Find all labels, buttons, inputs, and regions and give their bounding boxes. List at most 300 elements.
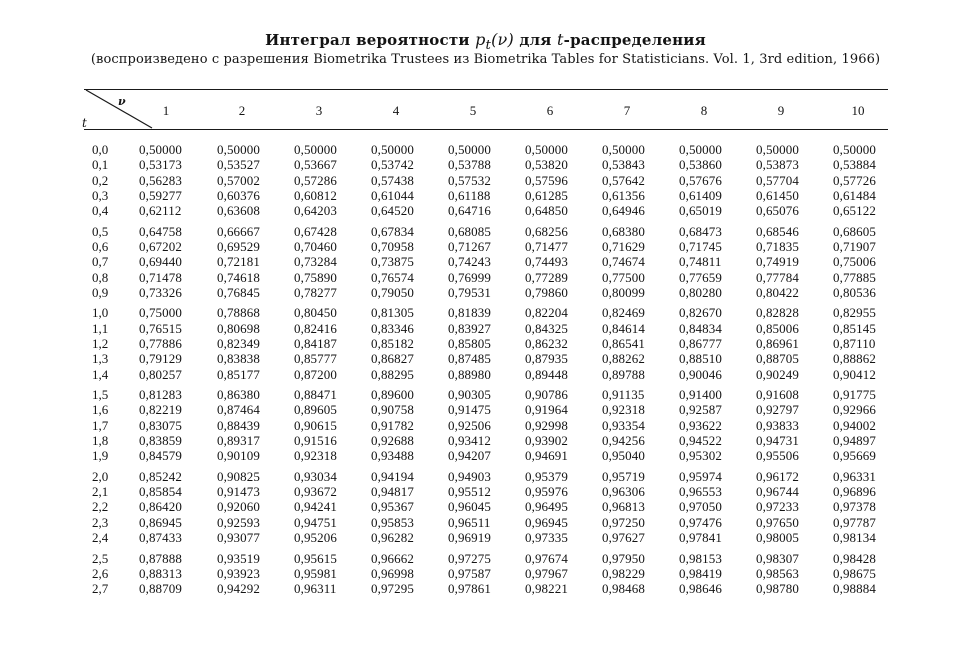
table-cell: 0,97476: [679, 514, 722, 530]
table-cell: 0,60376: [217, 187, 260, 203]
row-t-value: 1,5: [92, 387, 109, 403]
table-cell: 0,95976: [525, 484, 568, 500]
table-cell: 0,94522: [679, 433, 722, 448]
table-cell: 0,80280: [679, 284, 722, 300]
table-cell: 0,83927: [448, 320, 491, 336]
column-header: 7: [623, 103, 631, 118]
table-cell: 0,97861: [448, 581, 491, 597]
row-t-value: 0,9: [92, 284, 109, 300]
table-cell: 0,65076: [756, 203, 799, 219]
row-t-value: 0,0: [92, 142, 109, 157]
column-header: 4: [392, 103, 400, 118]
table-cell: 0,98134: [833, 530, 876, 545]
table-cell: 0,50000: [525, 142, 568, 157]
table-cell: 0,77885: [833, 269, 876, 285]
table-cell: 0,50000: [217, 142, 260, 157]
table-cell: 0,94731: [756, 433, 799, 448]
table-cell: 0,98419: [679, 565, 722, 581]
table-cell: 0,67202: [139, 239, 182, 254]
table-cell: 0,77289: [525, 269, 568, 285]
table-cell: 0,93833: [756, 417, 799, 433]
table-cell: 0,73284: [294, 254, 337, 270]
table-cell: 0,50000: [139, 142, 182, 157]
table-cell: 0,97787: [833, 514, 876, 530]
table-cell: 0,77500: [602, 269, 645, 285]
table-cell: 0,82416: [294, 320, 337, 336]
table-cell: 0,79860: [525, 284, 568, 300]
table-cell: 0,90786: [525, 387, 568, 403]
table-cell: 0,62112: [139, 203, 182, 219]
table-cell: 0,67428: [294, 223, 337, 239]
table-cell: 0,53820: [525, 157, 568, 173]
table-cell: 0,96919: [448, 530, 491, 545]
table-cell: 0,95853: [371, 514, 414, 530]
table-cell: 0,71478: [139, 269, 182, 285]
row-t-value: 1,7: [92, 417, 109, 433]
table-cell: 0,90249: [756, 366, 799, 382]
table-cell: 0,77659: [679, 269, 722, 285]
table-cell: 0,68380: [602, 223, 645, 239]
table-cell: 0,97627: [602, 530, 645, 545]
table-cell: 0,53884: [833, 157, 876, 173]
table-cell: 0,72181: [217, 254, 260, 270]
table-cell: 0,61409: [679, 187, 722, 203]
table-cell: 0,74493: [525, 254, 568, 270]
table-cell: 0,89448: [525, 366, 568, 382]
table-cell: 0,96331: [833, 468, 876, 484]
table-cell: 0,83838: [217, 351, 260, 367]
table-cell: 0,92506: [448, 417, 491, 433]
table-cell: 0,84579: [139, 448, 182, 464]
table-cell: 0,74618: [217, 269, 260, 285]
column-header: 10: [851, 103, 865, 118]
table-cell: 0,85854: [139, 484, 182, 500]
table-cell: 0,79129: [139, 351, 182, 367]
table-cell: 0,96511: [448, 514, 491, 530]
table-cell: 0,90109: [217, 448, 260, 464]
table-cell: 0,87935: [525, 351, 568, 367]
table-cell: 0,90825: [217, 468, 260, 484]
table-cell: 0,84614: [602, 320, 645, 336]
table-cell: 0,53667: [294, 157, 337, 173]
row-t-value: 1,0: [92, 305, 109, 321]
row-t-value: 2,3: [92, 514, 109, 530]
table-cell: 0,76999: [448, 269, 491, 285]
table-cell: 0,94751: [294, 514, 337, 530]
row-t-value: 1,1: [92, 320, 109, 336]
table-cell: 0,68473: [679, 223, 722, 239]
table-cell: 0,88471: [294, 387, 337, 403]
corner-row-label: t: [82, 116, 87, 130]
table-cell: 0,82955: [833, 305, 876, 321]
table-cell: 0,74919: [756, 254, 799, 270]
table-cell: 0,88709: [139, 581, 182, 597]
table-cell: 0,50000: [679, 142, 722, 157]
table-cell: 0,96662: [371, 550, 414, 566]
table-cell: 0,69440: [139, 254, 182, 270]
table-cell: 0,94691: [525, 448, 568, 464]
table-cell: 0,92318: [602, 402, 645, 418]
table-cell: 0,85777: [294, 351, 337, 367]
table-cell: 0,98005: [756, 530, 799, 545]
title-prefix: Интеграл вероятности: [265, 31, 476, 49]
table-cell: 0,57676: [679, 172, 722, 188]
table-cell: 0,93622: [679, 417, 722, 433]
table-cell: 0,96896: [833, 484, 876, 500]
table-cell: 0,95379: [525, 468, 568, 484]
table-cell: 0,91400: [679, 387, 722, 403]
table-cell: 0,88510: [679, 351, 722, 367]
table-cell: 0,97050: [679, 499, 722, 515]
table-cell: 0,95040: [602, 448, 645, 464]
table-cell: 0,83859: [139, 433, 182, 448]
table-cell: 0,74674: [602, 254, 645, 270]
table-cell: 0,92318: [294, 448, 337, 464]
table-cell: 0,70460: [294, 239, 337, 254]
table-cell: 0,89600: [371, 387, 414, 403]
table-cell: 0,93923: [217, 565, 260, 581]
table-cell: 0,82469: [602, 305, 645, 321]
title-math-t: t: [557, 30, 564, 49]
table-cell: 0,97967: [525, 565, 568, 581]
table-cell: 0,80536: [833, 284, 876, 300]
table-cell: 0,97275: [448, 550, 491, 566]
table-cell: 0,50000: [294, 142, 337, 157]
table-cell: 0,92593: [217, 514, 260, 530]
table-cell: 0,64716: [448, 203, 491, 219]
row-t-value: 0,6: [92, 239, 109, 254]
table-cell: 0,85145: [833, 320, 876, 336]
table-cell: 0,61450: [756, 187, 799, 203]
table-cell: 0,59277: [139, 187, 182, 203]
table-cell: 0,85177: [217, 366, 260, 382]
table-cell: 0,81283: [139, 387, 182, 403]
table-cell: 0,64758: [139, 223, 182, 239]
table-cell: 0,61044: [371, 187, 414, 203]
table-cell: 0,94903: [448, 468, 491, 484]
table-cell: 0,97841: [679, 530, 722, 545]
table-cell: 0,95206: [294, 530, 337, 545]
table-cell: 0,68085: [448, 223, 491, 239]
table-cell: 0,96744: [756, 484, 799, 500]
table-cell: 0,75006: [833, 254, 876, 270]
table-cell: 0,94292: [217, 581, 260, 597]
table-cell: 0,97587: [448, 565, 491, 581]
table-cell: 0,87200: [294, 366, 337, 382]
table-cell: 0,82670: [679, 305, 722, 321]
table-cell: 0,90046: [679, 366, 722, 382]
table-cell: 0,81839: [448, 305, 491, 321]
table-cell: 0,82204: [525, 305, 568, 321]
table-cell: 0,53173: [139, 157, 182, 173]
table-cell: 0,94194: [371, 468, 414, 484]
table-cell: 0,91964: [525, 402, 568, 418]
row-t-value: 2,1: [92, 484, 109, 500]
table-cell: 0,94207: [448, 448, 491, 464]
table-cell: 0,90615: [294, 417, 337, 433]
table-cell: 0,87110: [833, 336, 876, 351]
table-cell: 0,97378: [833, 499, 876, 515]
table-cell: 0,57726: [833, 172, 876, 188]
table-cell: 0,75000: [139, 305, 182, 321]
table-cell: 0,95615: [294, 550, 337, 566]
table-cell: 0,92966: [833, 402, 876, 418]
table-cell: 0,86232: [525, 336, 568, 351]
page-title: [0, 30, 971, 53]
table-top-rule: [84, 89, 888, 90]
table-cell: 0,86420: [139, 499, 182, 515]
table-cell: 0,67834: [371, 223, 414, 239]
table-cell: 0,91608: [756, 387, 799, 403]
table-cell: 0,96045: [448, 499, 491, 515]
table-cell: 0,57438: [371, 172, 414, 188]
table-cell: 0,68605: [833, 223, 876, 239]
table-cell: 0,98307: [756, 550, 799, 566]
table-cell: 0,85006: [756, 320, 799, 336]
table-cell: 0,71477: [525, 239, 568, 254]
table-cell: 0,98563: [756, 565, 799, 581]
table-cell: 0,95302: [679, 448, 722, 464]
table-cell: 0,50000: [448, 142, 491, 157]
row-t-value: 0,8: [92, 269, 109, 285]
table-cell: 0,95974: [679, 468, 722, 484]
table-cell: 0,95981: [294, 565, 337, 581]
row-t-value: 2,6: [92, 565, 109, 581]
table-cell: 0,88980: [448, 366, 491, 382]
table-cell: 0,91475: [448, 402, 491, 418]
row-t-value: 2,4: [92, 530, 109, 545]
table-cell: 0,88262: [602, 351, 645, 367]
table-cell: 0,95512: [448, 484, 491, 500]
table-cell: 0,71267: [448, 239, 491, 254]
table-cell: 0,98229: [602, 565, 645, 581]
table-cell: 0,86777: [679, 336, 722, 351]
table-cell: 0,92060: [217, 499, 260, 515]
table-cell: 0,61285: [525, 187, 568, 203]
title-middle: для: [513, 31, 558, 49]
table-cell: 0,82219: [139, 402, 182, 418]
table-cell: 0,98428: [833, 550, 876, 566]
table-cell: 0,88295: [371, 366, 414, 382]
table-cell: 0,57286: [294, 172, 337, 188]
table-cell: 0,81305: [371, 305, 414, 321]
table-cell: 0,53860: [679, 157, 722, 173]
row-t-value: 1,9: [92, 448, 109, 464]
row-t-value: 1,4: [92, 366, 109, 382]
table-cell: 0,98780: [756, 581, 799, 597]
table-cell: 0,88313: [139, 565, 182, 581]
table-cell: 0,70958: [371, 239, 414, 254]
table-cell: 0,71745: [679, 239, 722, 254]
row-t-value: 2,7: [92, 581, 109, 597]
table-cell: 0,89317: [217, 433, 260, 448]
table-cell: 0,64203: [294, 203, 337, 219]
table-cell: 0,80422: [756, 284, 799, 300]
row-t-value: 0,5: [92, 223, 109, 239]
table-cell: 0,91782: [371, 417, 414, 433]
table-cell: 0,89605: [294, 402, 337, 418]
table-cell: 0,65122: [833, 203, 876, 219]
table-cell: 0,90758: [371, 402, 414, 418]
table-cell: 0,96495: [525, 499, 568, 515]
table-cell: 0,98675: [833, 565, 876, 581]
table-cell: 0,85242: [139, 468, 182, 484]
table-cell: 0,87888: [139, 550, 182, 566]
table-cell: 0,87433: [139, 530, 182, 545]
table-cell: 0,57642: [602, 172, 645, 188]
title-suffix: -распределения: [563, 31, 706, 49]
table-cell: 0,63608: [217, 203, 260, 219]
table-cell: 0,60812: [294, 187, 337, 203]
table-cell: 0,84325: [525, 320, 568, 336]
table-cell: 0,97250: [602, 514, 645, 530]
table-cell: 0,64850: [525, 203, 568, 219]
table-cell: 0,89788: [602, 366, 645, 382]
table-cell: 0,53843: [602, 157, 645, 173]
table-cell: 0,96998: [371, 565, 414, 581]
table-cell: 0,57532: [448, 172, 491, 188]
table-cell: 0,96172: [756, 468, 799, 484]
table-cell: 0,93077: [217, 530, 260, 545]
table-cell: 0,83346: [371, 320, 414, 336]
table-cell: 0,82828: [756, 305, 799, 321]
table-cell: 0,73326: [139, 284, 182, 300]
table-cell: 0,95506: [756, 448, 799, 464]
column-header: 8: [700, 103, 708, 118]
title-math-sub: t: [485, 38, 492, 54]
row-t-value: 0,1: [92, 157, 109, 173]
table-cell: 0,97233: [756, 499, 799, 515]
table-cell: 0,74243: [448, 254, 491, 270]
table-header-rule: [84, 129, 888, 130]
table-cell: 0,94002: [833, 417, 876, 433]
table-cell: 0,87464: [217, 402, 260, 418]
table-cell: 0,50000: [371, 142, 414, 157]
column-header: 5: [469, 103, 477, 118]
table-cell: 0,92587: [679, 402, 722, 418]
table-cell: 0,93354: [602, 417, 645, 433]
table-cell: 0,71629: [602, 239, 645, 254]
table-cell: 0,98153: [679, 550, 722, 566]
table-cell: 0,61484: [833, 187, 876, 203]
table-cell: 0,76845: [217, 284, 260, 300]
table-cell: 0,61356: [602, 187, 645, 203]
table-cell: 0,74811: [679, 254, 722, 270]
table-cell: 0,93412: [448, 433, 491, 448]
row-t-value: 1,6: [92, 402, 109, 418]
table-cell: 0,85182: [371, 336, 414, 351]
table-cell: 0,95719: [602, 468, 645, 484]
table-cell: 0,95367: [371, 499, 414, 515]
table-cell: 0,53873: [756, 157, 799, 173]
table-cell: 0,85805: [448, 336, 491, 351]
table-cell: 0,71907: [833, 239, 876, 254]
table-cell: 0,53788: [448, 157, 491, 173]
row-t-value: 0,7: [92, 254, 109, 270]
table-cell: 0,98884: [833, 581, 876, 597]
table-cell: 0,80257: [139, 366, 182, 382]
row-t-value: 0,4: [92, 203, 109, 219]
table-cell: 0,98468: [602, 581, 645, 597]
table-cell: 0,64946: [602, 203, 645, 219]
title-math-p-letter: p: [475, 30, 486, 49]
table-cell: 0,84187: [294, 336, 337, 351]
table-cell: 0,50000: [756, 142, 799, 157]
table-cell: 0,56283: [139, 172, 182, 188]
table-cell: 0,86541: [602, 336, 645, 351]
table-cell: 0,61188: [448, 187, 491, 203]
column-header: 3: [315, 103, 323, 118]
table-cell: 0,57596: [525, 172, 568, 188]
column-header: 2: [238, 103, 246, 118]
table-cell: 0,94897: [833, 433, 876, 448]
table-cell: 0,94817: [371, 484, 414, 500]
table-cell: 0,80099: [602, 284, 645, 300]
table-cell: 0,78868: [217, 305, 260, 321]
table-cell: 0,79050: [371, 284, 414, 300]
page-subtitle: (воспроизведено с разрешения Biometrika Trustees из Biometrika Tables for Statisticians. Vol. 1, 3rd edition, 1966): [90, 52, 881, 67]
table-cell: 0,90305: [448, 387, 491, 403]
table-cell: 0,92998: [525, 417, 568, 433]
row-t-value: 1,3: [92, 351, 109, 367]
row-t-value: 1,2: [92, 336, 109, 351]
table-cell: 0,73875: [371, 254, 414, 270]
column-header: 1: [162, 103, 170, 118]
table-cell: 0,96306: [602, 484, 645, 500]
table-cell: 0,88862: [833, 351, 876, 367]
table-cell: 0,92797: [756, 402, 799, 418]
table-cell: 0,93672: [294, 484, 337, 500]
table-cell: 0,93488: [371, 448, 414, 464]
table-cell: 0,97674: [525, 550, 568, 566]
table-cell: 0,96945: [525, 514, 568, 530]
row-t-value: 2,0: [92, 468, 109, 484]
row-t-value: 0,3: [92, 187, 109, 203]
table-cell: 0,96813: [602, 499, 645, 515]
table-cell: 0,96311: [294, 581, 337, 597]
table-cell: 0,50000: [602, 142, 645, 157]
table-cell: 0,77784: [756, 269, 799, 285]
table-cell: 0,68546: [756, 223, 799, 239]
table-cell: 0,83075: [139, 417, 182, 433]
table-cell: 0,95669: [833, 448, 876, 464]
title-math-p: [475, 30, 514, 54]
table-cell: 0,92688: [371, 433, 414, 448]
table-cell: 0,91135: [602, 387, 645, 403]
table-cell: 0,86945: [139, 514, 182, 530]
table-cell: 0,68256: [525, 223, 568, 239]
table-cell: 0,50000: [833, 142, 876, 157]
row-t-value: 2,5: [92, 550, 109, 566]
table-cell: 0,86827: [371, 351, 414, 367]
table-cell: 0,69529: [217, 239, 260, 254]
table-cell: 0,53742: [371, 157, 414, 173]
table-cell: 0,77886: [139, 336, 182, 351]
table-cell: 0,87485: [448, 351, 491, 367]
table-cell: 0,96553: [679, 484, 722, 500]
table-cell: 0,97950: [602, 550, 645, 566]
table-cell: 0,57002: [217, 172, 260, 188]
corner-col-label: ν: [118, 95, 126, 108]
row-t-value: 0,2: [92, 172, 109, 188]
table-cell: 0,91473: [217, 484, 260, 500]
table-cell: 0,93902: [525, 433, 568, 448]
table-cell: 0,98221: [525, 581, 568, 597]
table-cell: 0,66667: [217, 223, 260, 239]
table-cell: 0,79531: [448, 284, 491, 300]
table-cell: 0,57704: [756, 172, 799, 188]
table-cell: 0,93519: [217, 550, 260, 566]
